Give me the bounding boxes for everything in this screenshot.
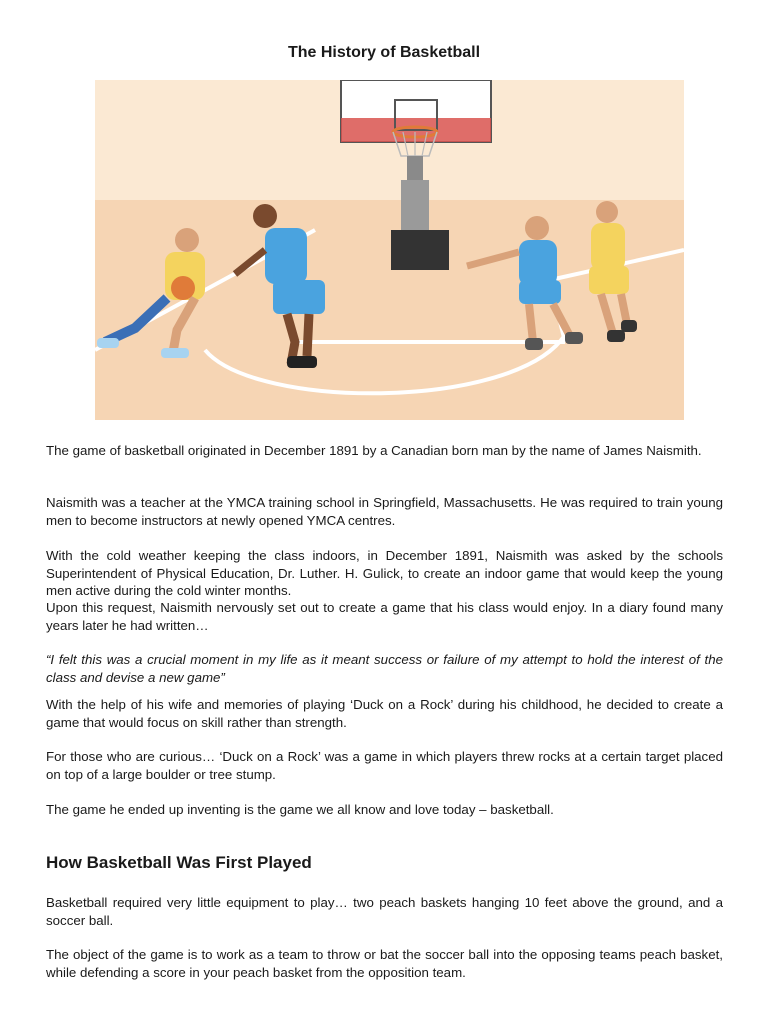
paragraph-cold-weather: With the cold weather keeping the class indoors, in December 1891, Naismith was asked by the schools Superintendent of Physical Education, Dr. Luther. H. Gulick, to create an indoor game that would keep the young men active during the cold winter months.	[46, 548, 723, 598]
page-title: The History of Basketball	[287, 44, 481, 61]
paragraph-naismith-teacher: Naismith was a teacher at the YMCA training school in Springfield, Massachusetts. He was required to train young men to become instructors at newly opened YMCA centres.	[46, 495, 723, 528]
paragraph-duck-on-a-rock: With the help of his wife and memories of playing ‘Duck on a Rock’ during his childhood, he decided to create a game that would focus on skill rather than strength.	[46, 697, 723, 730]
diary-quote: “I felt this was a crucial moment in my life as it meant success or failure of my attempt to hold the interest of the class and devise a new game”	[46, 652, 723, 685]
paragraph-objective: The object of the game is to work as a team to throw or bat the soccer ball into the opposing teams peach basket, while defending a score in your peach basket from the opposition team.	[46, 947, 723, 980]
section-heading: How Basketball Was First Played	[46, 853, 312, 872]
paragraph-request: Upon this request, Naismith nervously set out to create a game that his class would enjoy. In a diary found many years later he had written…	[46, 600, 723, 633]
court-svg	[95, 80, 684, 420]
paragraph-curious: For those who are curious… ‘Duck on a Rock’ was a game in which players threw rocks at a certain target placed on top of a large boulder or tree stump.	[46, 749, 723, 782]
basketball-court-illustration	[95, 80, 684, 420]
paragraph-invention: The game he ended up inventing is the game we all know and love today – basketball.	[46, 802, 554, 817]
paragraph-equipment: Basketball required very little equipment to play… two peach baskets hanging 10 feet above the ground, and a soccer ball.	[46, 895, 723, 928]
paragraph-origin: The game of basketball originated in December 1891 by a Canadian born man by the name of James Naismith.	[46, 443, 702, 458]
